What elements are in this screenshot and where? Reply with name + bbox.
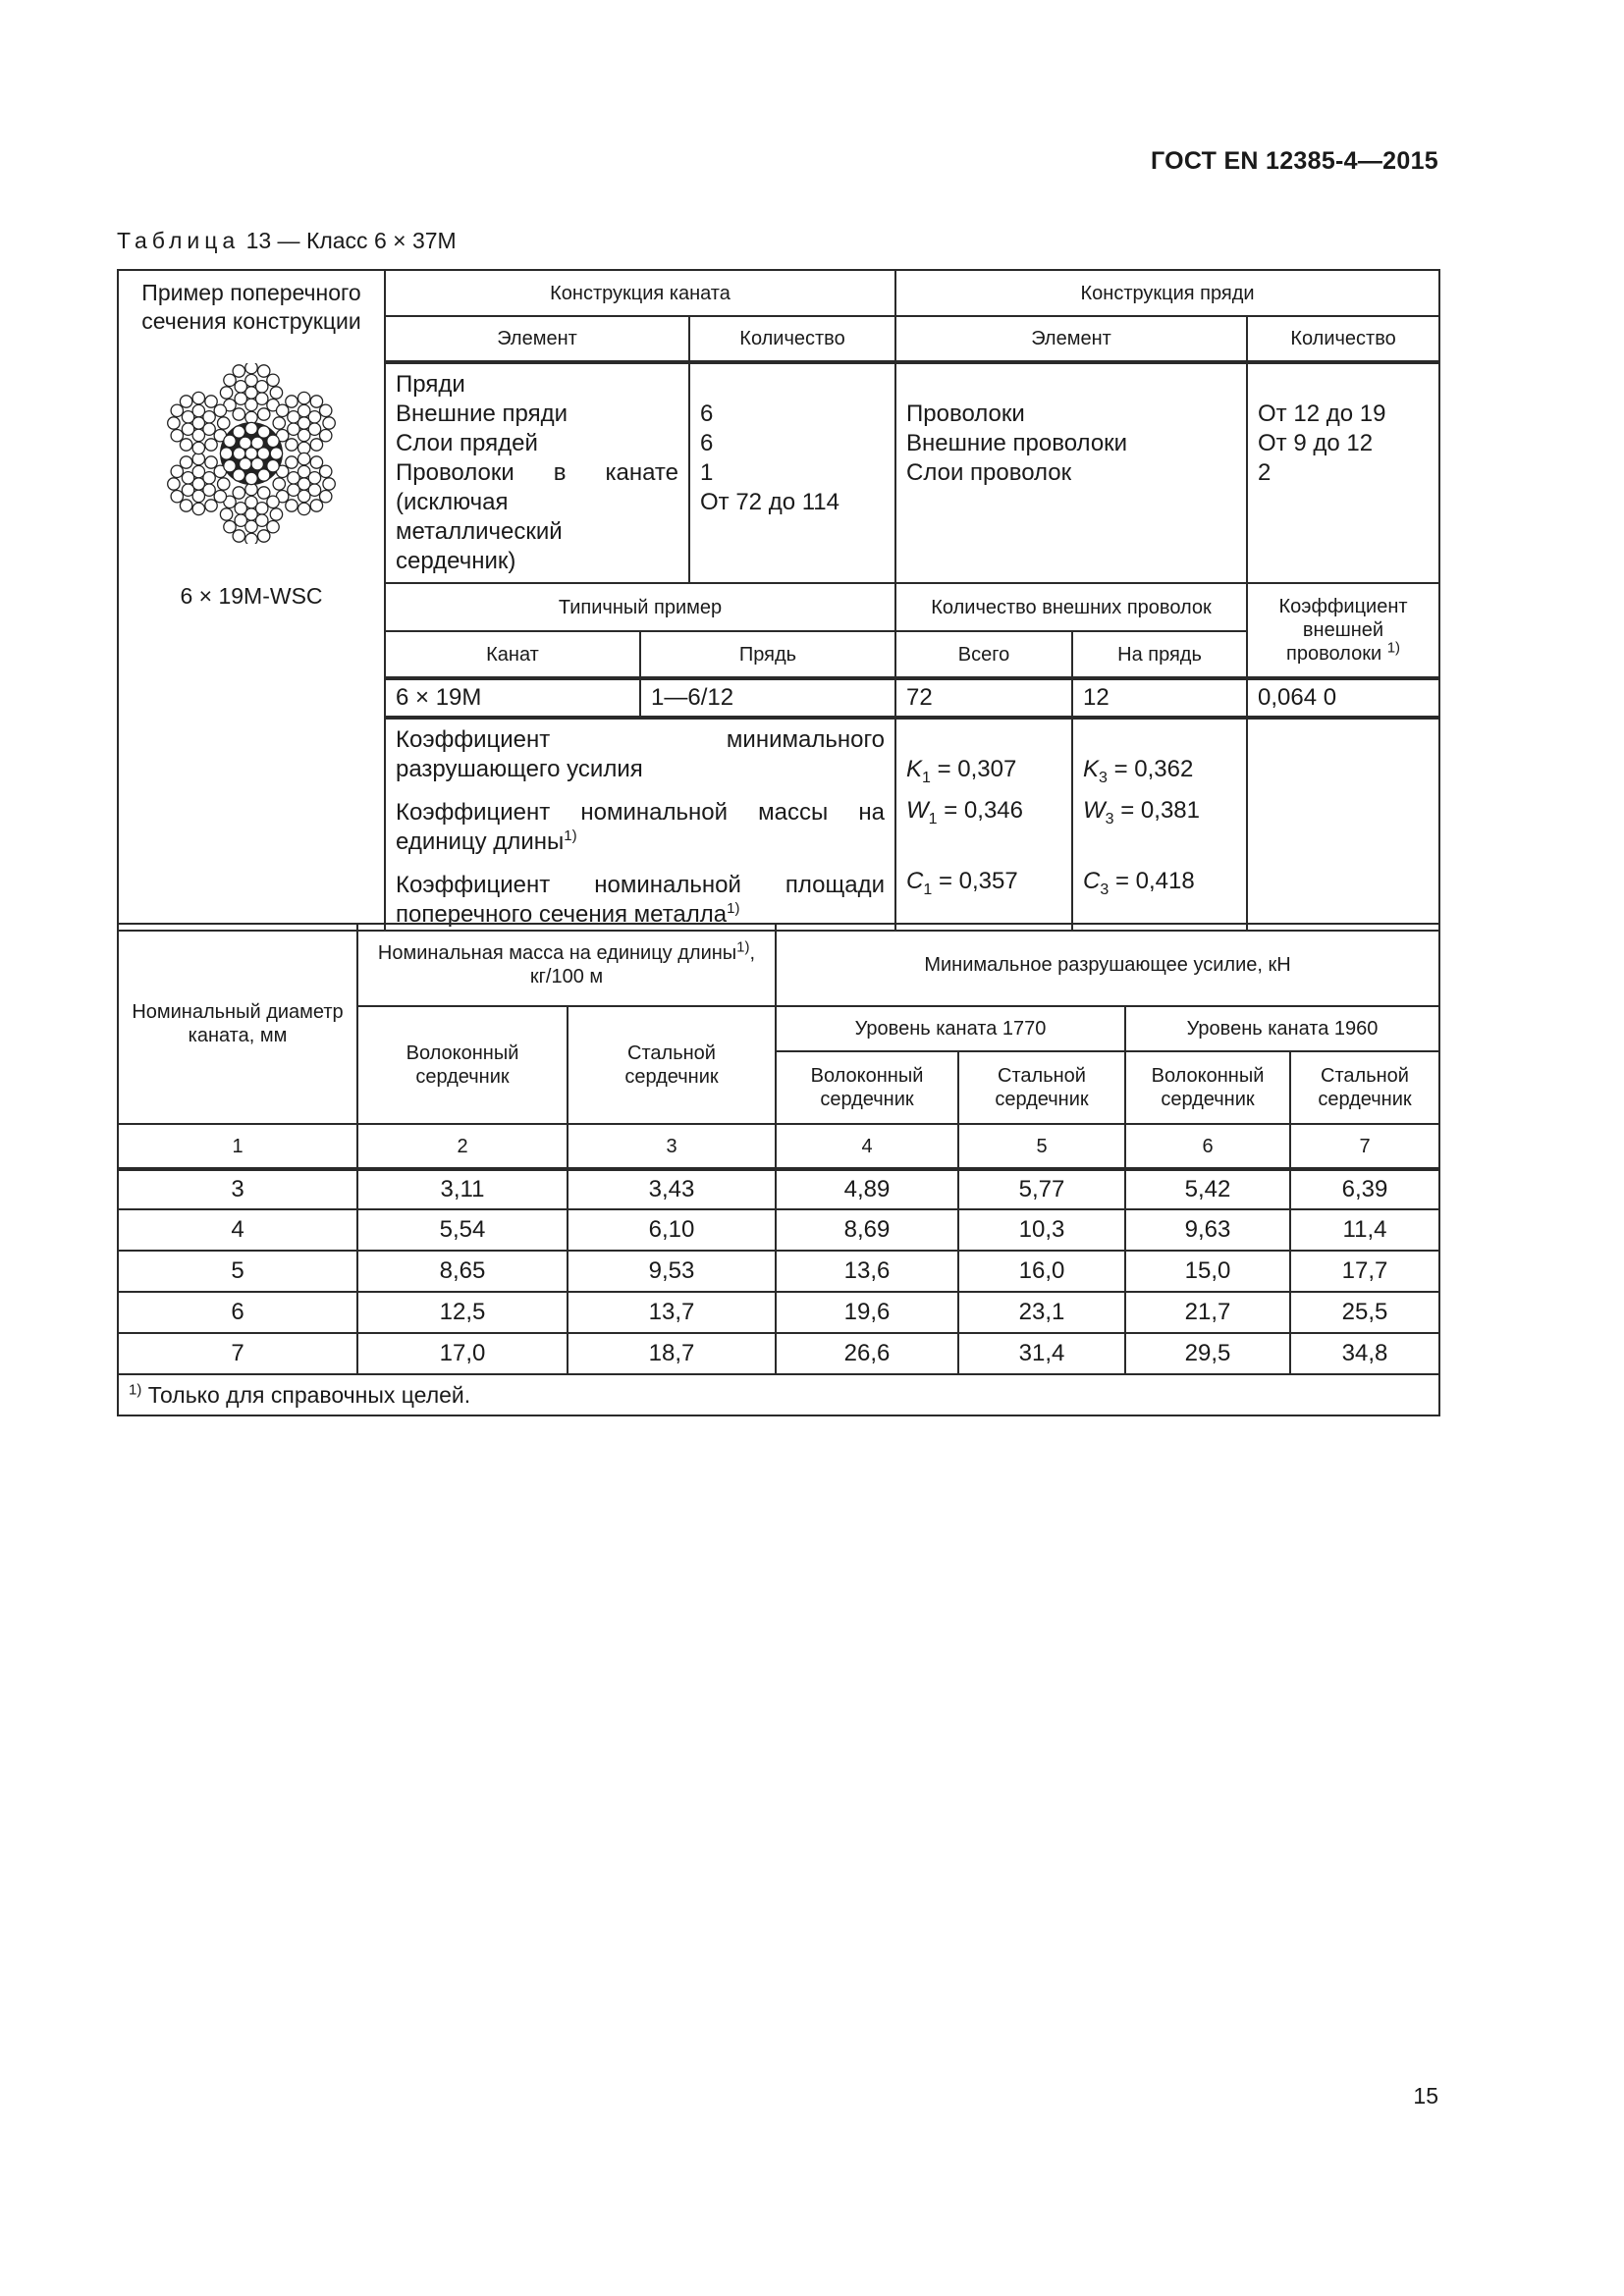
table-cell: 13,7 [568,1292,776,1333]
table-cell: 5,77 [958,1169,1125,1209]
core-strand-wire [224,460,236,472]
table-cell: 5,42 [1125,1169,1290,1209]
table-cell: 31,4 [958,1333,1125,1374]
core-strand-wire [245,422,257,434]
outer-strand-wire [214,491,226,503]
strand-header: Прядь [640,631,895,678]
core-strand-wire [245,472,257,484]
outer-strand-wire [224,374,236,386]
outer-strand-wire [245,533,257,544]
coef-c3: $C_3 = 0,418$ [1083,868,1195,898]
outer-strand-wire [288,484,299,496]
column-number: 1 [118,1124,357,1169]
outer-strand-wire [320,430,332,442]
outer-wire-coef-label: Коэффициент внешней проволоки [1278,596,1408,665]
rope-quantities: 6 6 1 От 72 до 114 [689,362,895,583]
example-coef: 0,064 0 [1247,678,1439,718]
outer-strand-wire [273,478,285,490]
outer-strand-wire [192,490,204,502]
construction-table [117,269,1440,932]
outer-strand-wire [258,408,270,420]
outer-strand-wire [267,496,279,507]
outer-strand-wire [205,439,217,451]
mass-steel-core-header: Стальной сердечник [568,1006,776,1124]
column-number-row [118,1124,1439,1169]
core-strand-wire [224,435,236,447]
outer-strand-wire [235,514,246,526]
table-row [118,1251,1439,1292]
cross-section-cell [118,270,385,931]
outer-strand-wire [180,439,191,451]
table-cell: 8,69 [776,1209,958,1251]
table-cell: 5,54 [357,1209,568,1251]
mass-header: Номинальная масса на единицу длины$^{1)}$, кг/100 м [357,924,776,1006]
outer-strand-wire [224,521,236,533]
outer-strand-wire [180,500,191,511]
outer-strand-wire [273,417,285,429]
diameter-header: Номинальный диаметр каната, мм [118,924,357,1124]
column-number: 6 [1125,1124,1290,1169]
force-1960-fiber-header: Волоконный сердечник [1125,1051,1290,1124]
outer-strand-wire [320,465,332,477]
core-strand-wire [251,458,263,470]
coef-w3: $W_3 = 0,381$ [1083,797,1200,828]
example-total: 72 [895,678,1072,718]
table-cell: 17,0 [357,1333,568,1374]
outer-strand-wire [308,472,320,484]
page-number: 15 [1413,2083,1438,2109]
table-cell: 3,11 [357,1169,568,1209]
force-1770-fiber-header: Волоконный сердечник [776,1051,958,1124]
example-rope: 6 × 19M [385,678,640,718]
table-cell: 23,1 [958,1292,1125,1333]
mass-fiber-core-header: Волоконный сердечник [357,1006,568,1124]
rope-element-header: Элемент [385,316,689,362]
coef-area-label: Коэффициент номинальной площади поперечного сечения металла$^{1)}$ [396,872,886,928]
table-cell: 5 [118,1251,357,1292]
total-header: Всего [895,631,1072,678]
table-cell: 17,7 [1290,1251,1439,1292]
rope-elements: Пряди Внешние пряди Слои прядей Проволоки в канате (исключая металлический сердечник) [385,362,689,583]
coefficients-1 [895,718,1072,931]
strand-quantity-header: Количество [1247,316,1439,362]
coef-mass-label: Коэффициент номинальной массы на единицу длины$^{1)}$ [396,799,886,855]
table-footnote [118,1374,1439,1415]
outer-strand-wire [171,404,183,416]
outer-strand-wire [310,439,322,451]
coefficient-labels [385,718,895,931]
outer-strand-wire [298,392,309,403]
outer-wire-count-header: Количество внешних проволок [895,583,1247,631]
force-1770-steel-header: Стальной сердечник [958,1051,1125,1124]
cross-section-title: Пример поперечного сечения конструкции [141,280,361,334]
footnote-mark: 1) [129,1380,142,1398]
table-cell: 10,3 [958,1209,1125,1251]
level-1960-header: Уровень каната 1960 [1125,1006,1439,1051]
core-strand-wire [233,469,244,481]
outer-strand-wire [256,514,268,526]
table-cell: 3,43 [568,1169,776,1209]
outer-strand-wire [192,392,204,403]
outer-strand-wire [270,387,282,399]
table-row [118,1292,1439,1333]
column-number: 7 [1290,1124,1439,1169]
outer-strand-wire [192,503,204,514]
core-strand-wire [220,448,232,459]
outer-strand-wire [286,439,298,451]
core-strand-wire [267,435,279,447]
core-strand-wire [267,460,279,472]
outer-strand-wire [320,491,332,503]
table-cell: 6 [118,1292,357,1333]
column-number: 5 [958,1124,1125,1169]
outer-strand-wire [256,503,268,514]
outer-strand-wire [192,442,204,454]
outer-strand-wire [233,408,244,420]
coef-c1: $C_1 = 0,357$ [906,868,1018,898]
outer-strand-wire [270,508,282,520]
core-strand-wire [258,469,270,481]
document-id: ГОСТ EN 12385-4—2015 [1151,147,1438,175]
table-cell: 19,6 [776,1292,958,1333]
table-cell: 18,7 [568,1333,776,1374]
table-cell: 4 [118,1209,357,1251]
rope-header: Канат [385,631,640,678]
outer-strand-wire [258,487,270,499]
coefficients-3 [1072,718,1247,931]
table-cell: 25,5 [1290,1292,1439,1333]
outer-strand-wire [171,430,183,442]
core-strand-wire [233,426,244,438]
core-strand-wire [258,426,270,438]
coef-k1: $K_1 = 0,307$ [906,756,1017,786]
outer-strand-wire [168,478,180,490]
outer-strand-wire [180,396,191,407]
outer-strand-wire [286,396,298,407]
force-1960-steel-header: Стальной сердечник [1290,1051,1439,1124]
coef-breaking-label: Коэффициент минимального разрушающего усилия [396,726,886,782]
table-cell: 6,39 [1290,1169,1439,1209]
outer-strand-wire [203,472,215,484]
outer-strand-wire [218,478,230,490]
outer-strand-wire [258,530,270,542]
table-cell: 29,5 [1125,1333,1290,1374]
level-1770-header: Уровень каната 1770 [776,1006,1125,1051]
outer-strand-wire [214,404,226,416]
typical-example-header: Типичный пример [385,583,895,631]
outer-strand-wire [235,381,246,393]
outer-strand-wire [256,381,268,393]
strand-elements: Проволоки Внешние проволоки Слои проволок [895,362,1247,583]
cross-section-label: 6 × 19M-WSC [180,583,323,609]
outer-strand-wire [233,365,244,377]
core-strand-wire [270,448,282,459]
table-cell: 21,7 [1125,1292,1290,1333]
outer-strand-wire [235,393,246,404]
table-cell: 3 [118,1169,357,1209]
force-header: Минимальное разрушающее усилие, кН [776,924,1439,1006]
table-cell: 11,4 [1290,1209,1439,1251]
outer-strand-wire [323,478,335,490]
outer-strand-wire [220,387,232,399]
outer-strand-wire [310,456,322,468]
column-number: 2 [357,1124,568,1169]
table-caption-text: 13 — Класс 6 × 37M [245,228,457,253]
outer-strand-wire [233,487,244,499]
outer-strand-wire [205,500,217,511]
table-cell: 15,0 [1125,1251,1290,1292]
core-strand-wire [240,437,251,449]
table-cell: 9,53 [568,1251,776,1292]
column-number: 4 [776,1124,958,1169]
outer-strand-wire [286,500,298,511]
rope-cross-section-figure [161,363,342,544]
strand-construction-header: Конструкция пряди [895,270,1439,316]
outer-strand-wire [310,396,322,407]
outer-strand-wire [258,365,270,377]
table-cell: 4,89 [776,1169,958,1209]
outer-strand-wire [182,423,193,435]
outer-strand-wire [276,404,288,416]
table-cell: 34,8 [1290,1333,1439,1374]
strand-element-header: Элемент [895,316,1247,362]
footnote-text: Только для справочных целей. [141,1381,471,1408]
example-strand: 1—6/12 [640,678,895,718]
table-cell: 9,63 [1125,1209,1290,1251]
table-cell: 8,65 [357,1251,568,1292]
outer-strand-wire [288,423,299,435]
outer-strand-wire [320,404,332,416]
breaking-force-table [117,923,1440,1416]
table-caption [117,228,457,254]
outer-strand-wire [267,521,279,533]
coefficients-empty [1247,718,1439,931]
per-strand-header: На прядь [1072,631,1247,678]
outer-strand-wire [298,453,309,464]
rope-quantity-header: Количество [689,316,895,362]
example-per-strand: 12 [1072,678,1247,718]
coef-w1: $W_1 = 0,346$ [906,797,1023,828]
outer-strand-wire [310,500,322,511]
outer-strand-wire [220,508,232,520]
outer-strand-wire [298,503,309,514]
outer-strand-wire [218,417,230,429]
outer-strand-wire [168,417,180,429]
table-cell: 12,5 [357,1292,568,1333]
outer-strand-wire [205,396,217,407]
outer-strand-wire [245,363,257,374]
outer-strand-wire [233,530,244,542]
outer-strand-wire [298,404,309,416]
outer-strand-wire [323,417,335,429]
outer-strand-wire [171,491,183,503]
strand-quantities: От 12 до 19 От 9 до 12 2 [1247,362,1439,583]
table-row [118,1209,1439,1251]
footnote-ref: 1) [1386,639,1401,657]
outer-wire-coef-header [1247,583,1439,678]
outer-strand-wire [267,374,279,386]
core-strand-wire [251,437,263,449]
outer-strand-wire [171,465,183,477]
table-cell: 26,6 [776,1333,958,1374]
outer-strand-wire [205,456,217,468]
table-row [118,1333,1439,1374]
table-row [118,1169,1439,1209]
outer-strand-wire [286,456,298,468]
table-cell: 6,10 [568,1209,776,1251]
rope-construction-header: Конструкция каната [385,270,895,316]
coef-k3: $K_3 = 0,362$ [1083,756,1194,786]
table-cell: 7 [118,1333,357,1374]
outer-strand-wire [203,411,215,423]
outer-strand-wire [180,456,191,468]
table-cell: 13,6 [776,1251,958,1292]
table-cell: 16,0 [958,1251,1125,1292]
table-caption-prefix: Таблица [117,228,241,253]
column-number: 3 [568,1124,776,1169]
